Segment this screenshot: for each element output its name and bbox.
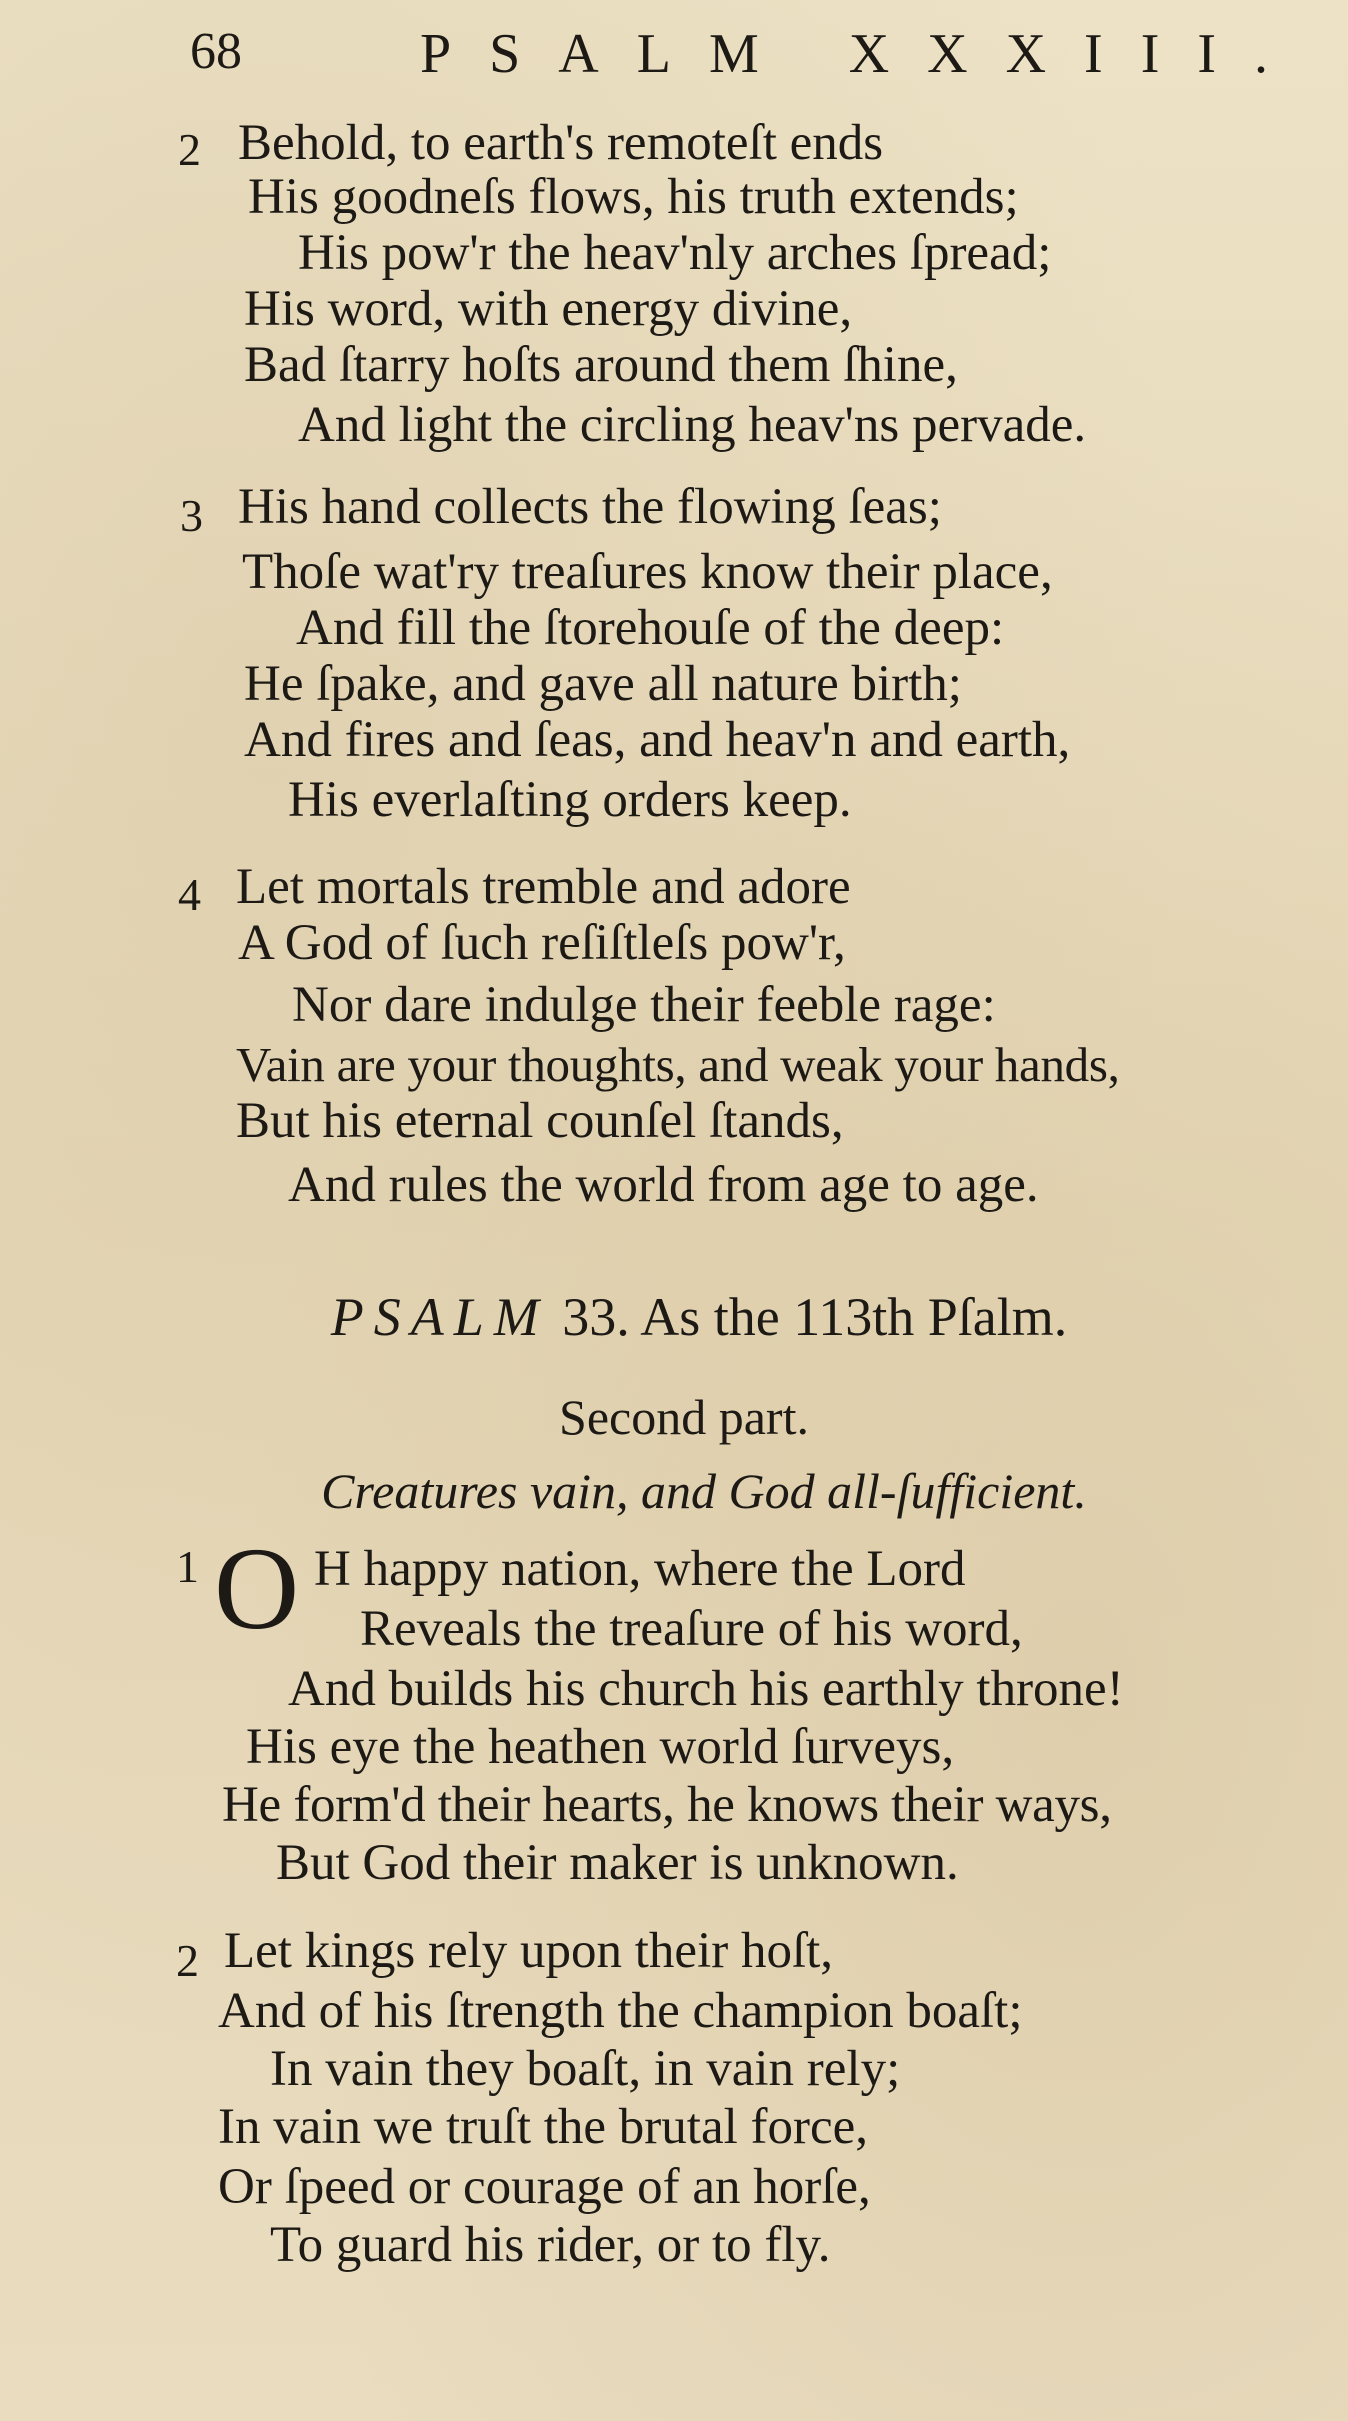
verse-line: And fires and ſeas, and heav'n and earth, — [244, 712, 1071, 768]
verse-line: And builds his church his earthly throne! — [288, 1661, 1124, 1717]
part-heading: Second part. — [559, 1389, 809, 1445]
verse-line: Or ſpeed or courage of an horſe, — [218, 2159, 871, 2215]
verse-line: His goodneſs flows, his truth extends; — [248, 169, 1019, 225]
verse-line: His hand collects the flowing ſeas; — [238, 479, 942, 535]
verse-line: His everlaſting orders keep. — [288, 772, 852, 828]
verse-line: A God of ſuch reſiſtleſs pow'r, — [238, 915, 846, 971]
verse-line: To guard his rider, or to fly. — [270, 2217, 831, 2273]
page-header — [190, 22, 1306, 92]
verse-line: And fill the ſtorehouſe of the deep: — [296, 600, 1005, 656]
psalm-heading-rest: 33. As the 113th Pſalm. — [548, 1287, 1068, 1347]
verse-line: But God their maker is unknown. — [276, 1835, 959, 1891]
verse-line: He form'd their hearts, he knows their ways, — [222, 1777, 1112, 1833]
verse-line: His eye the heathen world ſurveys, — [246, 1719, 955, 1775]
drop-cap: O — [214, 1523, 300, 1654]
verse-line: In vain we truſt the brutal force, — [218, 2099, 869, 2155]
stanza-number: 2 — [176, 1935, 199, 1986]
verse-line: And light the circling heav'ns pervade. — [298, 397, 1087, 453]
verse-line: Nor dare indulge their feeble rage: — [292, 977, 996, 1033]
subject-heading: Creatures vain, and God all-ſufficient. — [321, 1463, 1087, 1519]
verse-line: Reveals the treaſure of his word, — [360, 1601, 1023, 1657]
verse-line: Let mortals tremble and adore — [236, 859, 851, 915]
psalm-heading — [0, 1286, 1348, 1348]
stanza-number: 2 — [178, 124, 201, 175]
stanza-number: 3 — [180, 490, 203, 541]
verse-line: H happy nation, where the Lord — [314, 1541, 966, 1597]
verse-line: And rules the world from age to age. — [288, 1157, 1039, 1213]
stanza-number: 1 — [176, 1541, 199, 1592]
verse-line: Thoſe wat'ry treaſures know their place, — [242, 544, 1053, 600]
verse-line: He ſpake, and gave all nature birth; — [244, 656, 962, 712]
verse-line: His pow'r the heav'nly arches ſpread; — [298, 225, 1052, 281]
verse-line: Vain are your thoughts, and weak your hands, — [236, 1037, 1120, 1092]
verse-line: Behold, to earth's remoteſt ends — [238, 115, 884, 171]
verse-line: His word, with energy divine, — [244, 281, 853, 337]
running-head: PSALM XXXIII. — [420, 23, 1306, 85]
verse-line: In vain they boaſt, in vain rely; — [270, 2041, 901, 2097]
verse-line: Let kings rely upon their hoſt, — [224, 1923, 834, 1979]
page-number: 68 — [190, 23, 242, 80]
psalm-heading-word: PSALM — [330, 1287, 549, 1347]
verse-line: But his eternal counſel ſtands, — [236, 1093, 844, 1149]
verse-line: And of his ſtrength the champion boaſt; — [218, 1983, 1023, 2039]
stanza-number: 4 — [178, 869, 201, 920]
verse-line: Bad ſtarry hoſts around them ſhine, — [244, 337, 958, 393]
